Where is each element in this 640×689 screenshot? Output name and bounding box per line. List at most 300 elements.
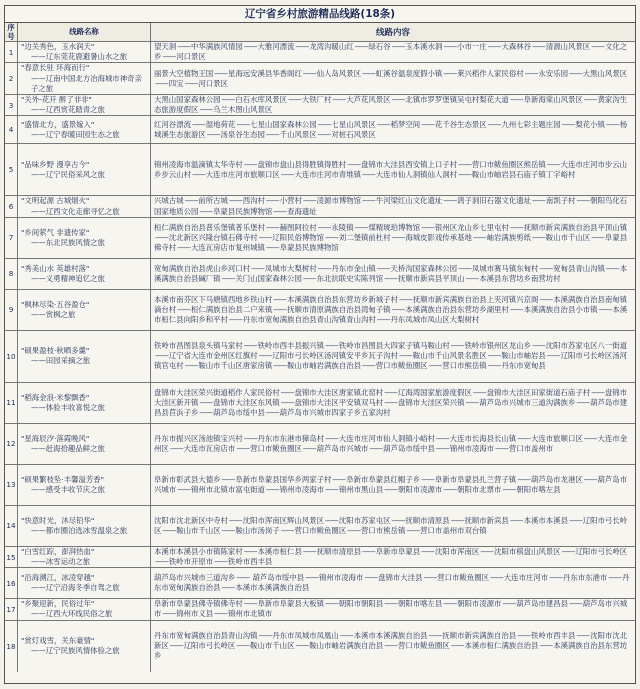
route-subtitle: ——辽宁沿海冬季自驾之旅 bbox=[31, 583, 120, 593]
route-stop: —— 辽阳市弓长岭区汤河镇安平乡瓦子沟村 bbox=[257, 351, 397, 360]
route-stop: —— 大连瓦房店市复州城镇 bbox=[176, 243, 265, 252]
route-stop: —— 沈阳市沈北新区 bbox=[154, 631, 627, 650]
route-subtitle: ——义勇精神追忆之旅 bbox=[31, 273, 105, 283]
route-stop: —— 梨花小镇 bbox=[561, 120, 605, 129]
route-name: "枫林尽染·五谷盈仓" bbox=[21, 299, 90, 309]
route-stop: —— 葫芦岛市绥中县 bbox=[235, 573, 304, 582]
route-stop: —— 丹东市金山镇 bbox=[317, 264, 376, 273]
route-row bbox=[5, 217, 635, 258]
route-content bbox=[151, 568, 636, 599]
route-name-cell bbox=[18, 464, 151, 505]
route-stop: —— 星海远安溪县华香阁红 bbox=[213, 69, 302, 78]
route-stop: —— 七星山国家森林公园 bbox=[235, 120, 316, 129]
route-subtitle: ——辽西大环线民俗之旅 bbox=[31, 609, 113, 619]
route-name: "硕果繁枝坠·丰馨溢芳香" bbox=[21, 474, 105, 484]
route-stop: —— 天桥沟国家森林公园 bbox=[376, 264, 457, 273]
route-stop: —— 鞍山市千山区唐家房镇 bbox=[184, 361, 273, 370]
route-name-cell bbox=[18, 620, 151, 672]
route-stop: —— 本溪满族自治县东营坊乡新城子村 bbox=[272, 295, 398, 304]
route-stop: —— 营口市鲅鱼圈区 bbox=[235, 444, 302, 453]
route-stop: —— 阜新市阜蒙县扎兰营子镇 bbox=[420, 475, 516, 484]
document-title: 辽宁省乡村旅游精品线路(18条) bbox=[5, 6, 635, 23]
route-stop: —— 本溪市桓仁满族自治县 bbox=[450, 641, 539, 650]
route-number: 6 bbox=[5, 196, 18, 217]
route-stop: —— 朝阳市喀左县 bbox=[383, 599, 442, 608]
route-stop: —— 大连市旅顺口区 bbox=[516, 434, 583, 443]
route-stop: —— 锦州市黑山县 bbox=[324, 485, 383, 494]
route-subtitle: ——辽宁民族风情体验之旅 bbox=[31, 646, 120, 656]
route-stop: —— 营口市熊岳镇 bbox=[346, 526, 405, 535]
route-name: "品味乡野 漫享古今" bbox=[21, 159, 90, 169]
route-stop: —— 乌兰木图山风景区 bbox=[198, 105, 272, 114]
route-stop: —— 查海遗址 bbox=[272, 207, 316, 216]
route-stop: —— 南凯子村 bbox=[531, 196, 575, 205]
route-number: 5 bbox=[5, 144, 18, 196]
route-stop: —— 葫芦岛市兴城市三道沟满族乡 bbox=[464, 398, 575, 407]
route-stop: —— 大森林谷 bbox=[487, 42, 531, 51]
route-stop: —— 营口市鲅鱼圈区 bbox=[361, 361, 428, 370]
route-stop: —— 抚顺市新宾满族自治县上夹河镇兴京阁 bbox=[398, 295, 538, 304]
route-stop: —— 铁岭市西丰县 bbox=[213, 557, 272, 566]
route-content bbox=[151, 289, 636, 330]
route-stop: —— 花千谷生态景区 bbox=[420, 120, 487, 129]
route-subtitle: ——辽宁民俗采风之旅 bbox=[31, 169, 105, 179]
route-stop: —— 大雅河漂流 bbox=[243, 42, 295, 51]
route-subtitle: ——辽东莞花鹿避暑山水之旅 bbox=[31, 52, 128, 62]
route-content bbox=[151, 464, 636, 505]
route-name: "春意长驻 环海而行" bbox=[21, 63, 90, 73]
route-content bbox=[151, 505, 636, 546]
route-subtitle: ——都市圈泊选冰雪温泉之旅 bbox=[31, 525, 128, 535]
route-subtitle: ——辽西文化走廊寻忆之旅 bbox=[31, 206, 120, 216]
route-row bbox=[5, 330, 635, 382]
route-stop: —— 小市一庄 bbox=[442, 42, 486, 51]
route-name: "快意时光，沐尽铅华" bbox=[21, 515, 95, 525]
route-stop: —— 营口市鲅鱼圈区 bbox=[280, 526, 347, 535]
route-stop: —— 抚顺市新宾县平顶山 bbox=[383, 274, 464, 283]
route-stop: —— 关门山国家森林公园 bbox=[221, 274, 302, 283]
route-stop: 沈阳市沈北新区中寺村 bbox=[154, 515, 228, 525]
route-subtitle: ——东北民族风情之旅 bbox=[31, 237, 105, 247]
route-stop: —— 葫芦岛市兴城市 bbox=[154, 599, 627, 618]
route-name: "边关秀色，玉水润天" bbox=[21, 42, 95, 51]
route-stop: —— 鞍山市岫岩县石庙子镇丁字峪村 bbox=[457, 170, 575, 179]
route-name-cell bbox=[18, 42, 151, 63]
route-stop: —— 朝阳市北票市 bbox=[442, 485, 501, 494]
route-stop: —— 辽阳市弓长岭区 bbox=[154, 516, 627, 535]
route-stop: —— 葫芦岛市绥中县 bbox=[198, 408, 265, 417]
route-stop: —— 虹溪谷温泉度假小镇 bbox=[361, 69, 442, 78]
route-name-cell bbox=[18, 546, 151, 567]
route-name-cell bbox=[18, 217, 151, 258]
route-stop: —— 沈阳市棋盘山风景区 bbox=[479, 547, 560, 556]
route-name: "文明起源 古城烟火" bbox=[21, 196, 90, 206]
route-stop: —— 东北抗联史实陈列馆 bbox=[302, 274, 383, 283]
route-stop: —— 阜新市阜蒙县 bbox=[361, 547, 420, 556]
route-stop: —— 四宝 bbox=[154, 79, 184, 88]
route-stop: —— 抚顺市新宾满族自治县 bbox=[428, 631, 517, 640]
route-number: 10 bbox=[5, 330, 18, 382]
route-stop: —— 大连市庄河市步云山乡步云山村 bbox=[154, 160, 627, 179]
route-stop: —— 盘锦市大洼区东风镇 bbox=[198, 398, 279, 407]
route-stop: —— 朝阳市凌源市 bbox=[383, 485, 442, 494]
route-name: "沿海溯江，冰凌穿越" bbox=[21, 573, 95, 583]
route-name: "硕果盈枝·秋晒多羹" bbox=[21, 346, 90, 356]
route-name-cell bbox=[18, 330, 151, 382]
route-number: 15 bbox=[5, 546, 18, 567]
route-stop: —— 抚顺市新宾县 bbox=[450, 516, 509, 525]
route-content bbox=[151, 546, 636, 567]
route-stop: —— 葫芦岛市兴城市 bbox=[302, 444, 369, 453]
route-stop: —— 葫芦岛市绥中县 bbox=[368, 444, 435, 453]
route-stop: —— 阜新市阜蒙县大板镇 bbox=[243, 599, 324, 608]
route-number: 3 bbox=[5, 95, 18, 116]
route-stop: —— 辽宁省大连市金州区红旗村 bbox=[154, 351, 257, 360]
route-stop: —— 小营村 bbox=[265, 196, 302, 205]
route-stop: —— 阜蒙县佛寺村 bbox=[154, 233, 627, 252]
route-stop: —— 大铁厂村 bbox=[287, 95, 331, 104]
route-stop: —— 中华满族风情园 bbox=[176, 42, 243, 51]
route-number: 1 bbox=[5, 42, 18, 63]
route-stop: —— 大连市金州区 bbox=[154, 434, 627, 453]
route-content bbox=[151, 116, 636, 144]
route-stop: —— 大连市瓦房店市 bbox=[169, 444, 236, 453]
route-stop: —— 丹东市凤城市凤凰山 bbox=[257, 631, 338, 640]
route-stop: —— 抚顺市清原县 bbox=[302, 547, 361, 556]
route-row bbox=[5, 620, 635, 672]
route-stop: —— 桓仁满族自治县二户来镇 bbox=[176, 305, 272, 314]
route-stop: —— 对桩石风景区 bbox=[317, 130, 376, 139]
route-name: "稻海金浪·米黎飘香" bbox=[21, 392, 90, 402]
route-stop: —— 河口景区 bbox=[184, 79, 228, 88]
route-stop: —— 鸽子洞旧石器文化遗址 bbox=[442, 196, 531, 205]
route-stop: —— 辽海湾国家旅游度假区 bbox=[383, 388, 472, 397]
route-stop: —— 鞍山市汤岗子 bbox=[221, 526, 280, 535]
route-stop: 桓仁满族自治县普乐堡镇普乐堡村 bbox=[154, 222, 265, 232]
route-stop: —— 锦州市北镇市 bbox=[213, 609, 272, 618]
route-stop: —— 朝阳鸟化石国家地质公园 bbox=[154, 196, 627, 215]
route-stop: —— 北镇市罗罗堡镇吴屯村梨花大道 bbox=[391, 95, 509, 104]
route-name: "盛情北方，盛景嫁入" bbox=[21, 119, 95, 129]
route-stop: —— 鞍山市千山风景名胜区 bbox=[398, 351, 487, 360]
route-stop: —— 辽阳市弓长岭区 bbox=[169, 641, 236, 650]
route-row bbox=[5, 464, 635, 505]
route-number: 7 bbox=[5, 217, 18, 258]
route-stop: —— 鞍山市岫岩满族自治县 bbox=[294, 641, 383, 650]
route-row bbox=[5, 568, 635, 599]
route-stop: —— 赫图阿拉村 bbox=[265, 223, 317, 232]
route-stop: —— 河口景区 bbox=[161, 52, 205, 61]
route-subtitle: ——辽南中国北方冶海城市神奇亲子之旅 bbox=[31, 73, 142, 93]
header-name: 线路名称 bbox=[18, 23, 151, 42]
route-stop: —— 葫芦岛市建昌县 bbox=[501, 599, 568, 608]
route-stop: —— 凤城市赛马镇东甸村 bbox=[457, 264, 538, 273]
route-row bbox=[5, 289, 635, 330]
route-stop: —— 银州区龙山乡七里屯村 bbox=[420, 223, 509, 232]
route-stop: —— 营口市熊岳镇 bbox=[428, 361, 487, 370]
route-stop: —— 丹东凤城市凤山区大梨树村 bbox=[376, 315, 479, 324]
routes-document bbox=[4, 5, 636, 684]
route-stop: —— 盘锦市大洼县 bbox=[363, 573, 422, 582]
route-name: "秀美山水 英雄村落" bbox=[21, 263, 90, 273]
route-row bbox=[5, 63, 635, 95]
route-content bbox=[151, 620, 636, 672]
route-stop: —— 稻梦空间 bbox=[376, 120, 420, 129]
route-stop: —— 盘锦市大洼区荣兴镇 bbox=[383, 398, 464, 407]
route-stop: —— 朝阳市凌源市 bbox=[442, 599, 501, 608]
route-subtitle: ——赶海拾趣品鲜之旅 bbox=[31, 443, 105, 453]
route-stop: 丽景大空植物王国 bbox=[154, 68, 214, 78]
route-number: 13 bbox=[5, 464, 18, 505]
route-stop: —— 龙湾沟暖山红 bbox=[294, 42, 353, 51]
route-stop: —— 辽阳民俗博物馆 bbox=[257, 233, 324, 242]
route-stop: —— 阜新海棠山风景区 bbox=[509, 95, 583, 104]
route-stop: —— 葫芦岛市建昌县苣浜子乡 bbox=[154, 398, 627, 417]
route-stop: 望天洞 bbox=[154, 42, 177, 51]
route-stop: —— 抚顺市新宾满族自治县平顶山镇 bbox=[509, 223, 627, 232]
route-stop: —— 宽甸县青山沟镇 bbox=[538, 264, 605, 273]
routes-table bbox=[5, 23, 635, 672]
route-stop: —— 本溪市桓仁县向阳乡和平村 bbox=[154, 305, 627, 324]
route-stop: —— 湿地荷花 bbox=[191, 120, 235, 129]
route-stop: —— 黄家沟生态旅游度假区 bbox=[154, 95, 627, 114]
route-stop: —— 盘锦市大洼区新开镇 bbox=[154, 388, 627, 407]
route-stop: —— 营口市盖州市 bbox=[494, 444, 553, 453]
route-stop: —— 九州七彩主题庄园 bbox=[487, 120, 561, 129]
route-content bbox=[151, 196, 636, 217]
route-stop: —— 绿石谷 bbox=[354, 42, 391, 51]
route-name-cell bbox=[18, 382, 151, 423]
route-stop: —— 杨城溪生态旅游区 bbox=[154, 120, 627, 139]
route-content bbox=[151, 330, 636, 382]
route-row bbox=[5, 196, 635, 217]
route-stop: —— 大连市庄河市青堆镇 bbox=[280, 170, 361, 179]
route-stop: —— 本溪市桓仁县 bbox=[243, 547, 302, 556]
route-content bbox=[151, 217, 636, 258]
route-stop: —— 锦州市北镇市富屯街道 bbox=[176, 485, 265, 494]
route-stop: —— 沈阳市苏家屯区 bbox=[324, 516, 391, 525]
route-row bbox=[5, 505, 635, 546]
header-no: 序号 bbox=[5, 23, 18, 42]
route-stop: —— 永陵镇 bbox=[317, 223, 354, 232]
route-content bbox=[151, 42, 636, 63]
route-stop: —— 鞍山市岫岩县 bbox=[487, 351, 546, 360]
route-stop: —— 锦州市凌海市 bbox=[304, 573, 363, 582]
routes-table-body bbox=[5, 42, 635, 673]
route-stop: —— 永安乐园 bbox=[524, 69, 568, 78]
route-name-cell bbox=[18, 599, 151, 620]
route-stop: —— 本溪市本溪满族自治县 bbox=[221, 583, 310, 592]
route-stop: —— 辽阳市弓长岭区汤河镇官屯村 bbox=[154, 351, 627, 370]
route-stop: —— 本溪市本溪满族自治县 bbox=[339, 631, 428, 640]
route-stop: —— 大连市庄河市仙人洞镇小峪村 bbox=[324, 434, 435, 443]
route-stop: —— 朝阳市喀左县 bbox=[501, 485, 560, 494]
table-header-row bbox=[5, 23, 635, 42]
route-stop: —— 文化之乡 bbox=[154, 42, 627, 61]
route-stop: —— 白石水库风景区 bbox=[221, 95, 288, 104]
route-stop: —— 本溪满族自治县东营坊乡湖里村 bbox=[391, 305, 509, 314]
route-stop: —— 铁岭市昌图县大四家子镇马鞍山村 bbox=[324, 341, 450, 350]
route-stop: —— 大连市长海县长山镇 bbox=[435, 434, 516, 443]
route-row bbox=[5, 546, 635, 567]
route-stop: 大黑山国家森林公园 bbox=[154, 95, 221, 105]
route-stop: —— 阜新市阜蒙县国华乡两家子村 bbox=[221, 475, 332, 484]
route-row bbox=[5, 95, 635, 116]
route-stop: —— 丹东市宽甸县 bbox=[487, 361, 546, 370]
route-name-cell bbox=[18, 289, 151, 330]
route-stop: —— 沈阳市苏家屯区八一街道 bbox=[531, 341, 627, 350]
route-stop: 兴城古城 bbox=[154, 196, 184, 206]
route-stop: —— 盘锦市大洼区田家街道石庙子村 bbox=[472, 388, 590, 397]
route-stop: —— 辽阳市弓长岭区 bbox=[561, 547, 628, 556]
route-stop: —— 营口市鲅鱼圈区 bbox=[422, 573, 489, 582]
route-stop: —— 抚顺市清原满族自治县湾甸子镇 bbox=[272, 305, 390, 314]
route-stop: —— 锦州市凌海市 bbox=[435, 444, 494, 453]
route-stop: —— 本溪满族自治县小市镇 bbox=[509, 305, 598, 314]
route-name-cell bbox=[18, 568, 151, 599]
route-subtitle: ——赏枫之旅 bbox=[31, 309, 76, 319]
route-number: 4 bbox=[5, 116, 18, 144]
route-stop: —— 岫岩满族剪纸 bbox=[472, 233, 531, 242]
route-name-cell bbox=[18, 144, 151, 196]
header-content: 线路内容 bbox=[151, 23, 636, 42]
route-stop: 宽甸满族自治县虎山乡河口村 bbox=[154, 263, 251, 273]
route-stop: —— 盘锦市大洼区唐家镇北窑村 bbox=[280, 388, 383, 397]
route-stop: —— 鞍山市千山区 bbox=[235, 641, 294, 650]
route-stop: —— 刘二堡镇前杜村 bbox=[324, 233, 391, 242]
route-subtitle: ——感受丰收节庆之旅 bbox=[31, 484, 105, 494]
route-stop: 本溪市南芬区下马塘镇西地乡铁山村 bbox=[154, 294, 273, 304]
route-stop: —— 大芦花风景区 bbox=[331, 95, 390, 104]
route-stop: 葫芦岛市兴城市三道沟乡 bbox=[154, 573, 236, 583]
route-name-cell bbox=[18, 258, 151, 289]
route-row bbox=[5, 42, 635, 63]
route-stop: —— 丹东市宽甸满族自治县 bbox=[154, 573, 629, 592]
route-number: 8 bbox=[5, 258, 18, 289]
route-row bbox=[5, 144, 635, 196]
route-content bbox=[151, 382, 636, 423]
route-stop: —— 汤泉谷生态园 bbox=[206, 130, 265, 139]
route-name-cell bbox=[18, 116, 151, 144]
route-stop: —— 营口市鲅鱼圈区熊岳镇 bbox=[457, 160, 546, 169]
route-stop: —— 铁岭市开原市 bbox=[154, 557, 213, 566]
route-content bbox=[151, 423, 636, 464]
route-stop: —— 丹东市宽甸满族自治县青山沟镇青山沟村 bbox=[228, 315, 376, 324]
route-stop: —— 大连市仙人洞镇仙人洞村 bbox=[361, 170, 457, 179]
route-stop: —— 鞍山市岫岩满族自治县 bbox=[272, 361, 361, 370]
route-name: "白雪红踪，澎湃热血" bbox=[21, 546, 95, 556]
route-name: "乡聚迎新，民俗过年" bbox=[21, 599, 95, 609]
route-stop: 盘锦市大洼区荣兴街道稻作人家民俗村 bbox=[154, 387, 280, 397]
route-stop: —— 凤城市大梨树村 bbox=[250, 264, 317, 273]
route-name-cell bbox=[18, 505, 151, 546]
route-stop: 铁岭市昌图县泉头镇马家村 bbox=[154, 341, 243, 351]
route-stop: —— 本溪县东营坊乡南营坊村 bbox=[464, 274, 560, 283]
route-name-cell bbox=[18, 63, 151, 95]
route-row bbox=[5, 116, 635, 144]
route-stop: —— 清源山风景区 bbox=[531, 42, 590, 51]
route-content bbox=[151, 63, 636, 95]
route-stop: 阜新市阜蒙县佛寺镇佛寺村 bbox=[154, 599, 243, 609]
route-stop: —— 本溪满族自治县碱厂镇 bbox=[154, 264, 627, 283]
route-number: 9 bbox=[5, 289, 18, 330]
route-stop: 锦州凌海市温滴镇太华寺村 bbox=[154, 159, 243, 169]
route-stop: —— 前所古城 bbox=[184, 196, 228, 205]
route-stop: —— 锦州市义县 bbox=[161, 609, 213, 618]
route-subtitle: ——田园采摘之旅 bbox=[31, 356, 91, 366]
route-stop: —— 牛河梁红山文化遗址 bbox=[361, 196, 442, 205]
route-stop: —— 葫芦岛市兴城市四家子乡五家沟村 bbox=[265, 408, 391, 417]
route-stop: —— 本溪满族自治县南甸镇滴台村 bbox=[154, 295, 627, 314]
route-number: 11 bbox=[5, 382, 18, 423]
route-stop: —— 盘锦市大洼县西安镇上口子村 bbox=[346, 160, 457, 169]
route-stop: —— 阜新市阜蒙县红帽子乡 bbox=[331, 475, 420, 484]
route-number: 18 bbox=[5, 620, 18, 672]
route-stop: 丹东市宽甸满族自治县青山沟镇 bbox=[154, 631, 258, 641]
route-subtitle: ——冰雪运动之旅 bbox=[31, 557, 91, 567]
route-stop: —— 沈阳市浑南区 bbox=[420, 547, 479, 556]
route-stop: 丹东市振兴区汤池镇宝兴村 bbox=[154, 433, 243, 443]
route-stop: —— 七星山风景区 bbox=[317, 120, 376, 129]
route-content bbox=[151, 599, 636, 620]
route-stop: —— 盘锦市盘山县得胜镇得胜村 bbox=[243, 160, 346, 169]
route-stop: —— 阜蒙县民族博物馆 bbox=[198, 207, 272, 216]
route-row bbox=[5, 258, 635, 289]
route-stop: —— 铁岭市银州区龙山乡 bbox=[450, 341, 531, 350]
route-name: "赏灯戏雪，关东豪情" bbox=[21, 636, 95, 646]
route-stop: 本溪市本溪县小市镇陈家村 bbox=[154, 546, 243, 556]
route-stop: —— 阜蒙县民族博物馆 bbox=[265, 243, 339, 252]
route-stop: 红河谷漂流 bbox=[154, 119, 191, 129]
route-content bbox=[151, 95, 636, 116]
route-name: "乡间萦气 非遗传家" bbox=[21, 227, 90, 237]
route-stop: —— 锦州市凌海市 bbox=[265, 485, 324, 494]
route-stop: —— 西沟村 bbox=[228, 196, 265, 205]
route-name-cell bbox=[18, 196, 151, 217]
route-row bbox=[5, 599, 635, 620]
route-number: 12 bbox=[5, 423, 18, 464]
route-stop: —— 大连市庄河市旅顺口区 bbox=[191, 170, 280, 179]
route-stop: —— 大连市庄河市 bbox=[489, 573, 548, 582]
route-subtitle: ——辽宁春暖田园生态之旅 bbox=[31, 129, 120, 139]
route-name: "关外-花开 醉了非非" bbox=[21, 95, 92, 105]
route-stop: —— 本溪满族自治县东营坊乡 bbox=[154, 641, 627, 660]
route-stop: —— 凌源市博物馆 bbox=[302, 196, 361, 205]
route-subtitle: ——体验丰收喜悦之旅 bbox=[31, 402, 105, 412]
route-stop: —— 朝阳市朝阳县 bbox=[324, 599, 383, 608]
route-name-cell bbox=[18, 423, 151, 464]
route-stop: —— 葫芦岛市兴城市 bbox=[154, 475, 627, 494]
route-stop: —— 海城皮影戏传承基地 bbox=[391, 233, 472, 242]
route-stop: —— 丹东市东港市 bbox=[548, 573, 607, 582]
route-stop: —— 千山风景区 bbox=[265, 130, 317, 139]
route-stop: —— 铁岭市西丰县 bbox=[516, 631, 575, 640]
route-stop: —— 铁岭市西丰县振兴镇 bbox=[243, 341, 324, 350]
route-stop: —— 仙人岛风景区 bbox=[302, 69, 361, 78]
route-number: 2 bbox=[5, 63, 18, 95]
route-row bbox=[5, 382, 635, 423]
route-stop: —— 鞍山市千山区 bbox=[161, 526, 220, 535]
route-stop: —— 营口市鲅鱼圈区 bbox=[383, 641, 450, 650]
route-stop: —— 盘锦市大洼区平安镇双马村 bbox=[280, 398, 383, 407]
route-stop: —— 大黑山风景区 bbox=[568, 69, 627, 78]
route-name: "星海辰汐·落霞晚风" bbox=[21, 433, 90, 443]
route-content bbox=[151, 258, 636, 289]
route-stop: 阜新市彰武县大德乡 bbox=[154, 474, 221, 484]
route-stop: —— 葫芦岛市龙港区 bbox=[516, 475, 583, 484]
route-stop: —— 本溪市本溪县 bbox=[509, 516, 568, 525]
route-stop: —— 煤精琥珀博物馆 bbox=[354, 223, 421, 232]
